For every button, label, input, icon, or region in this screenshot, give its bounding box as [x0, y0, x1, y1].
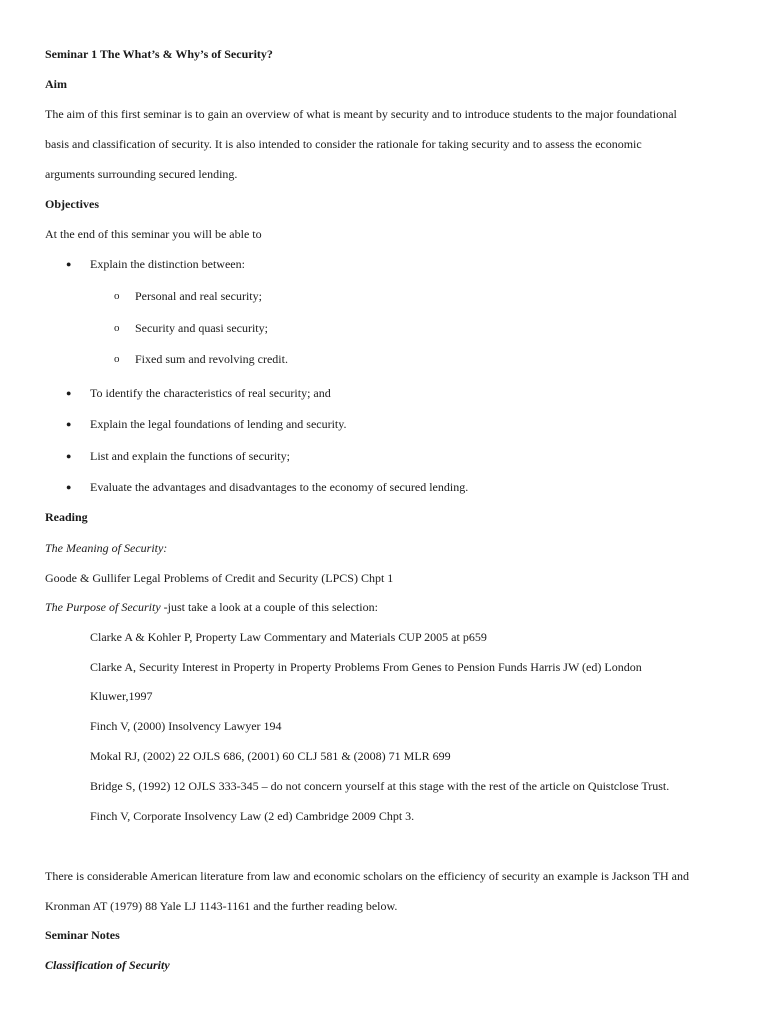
- sub-bullet-marker: o: [114, 353, 120, 365]
- objective-item-3: Explain the legal foundations of lending and security.: [90, 417, 347, 431]
- american-literature-line-1: There is considerable American literature from law and economic scholars on the efficiency of security an example is Jackson TH and: [45, 869, 689, 883]
- seminar-notes-heading: Seminar Notes: [45, 928, 120, 942]
- objective-item-5: Evaluate the advantages and disadvantages to the economy of secured lending.: [90, 480, 469, 494]
- sub-bullet-marker: o: [114, 290, 120, 302]
- sub-bullet-marker: o: [114, 322, 120, 334]
- objective-subitem-2: Security and quasi security;: [135, 321, 268, 335]
- reference-item: Finch V, (2000) Insolvency Lawyer 194: [90, 719, 282, 733]
- objectives-intro: At the end of this seminar you will be able to: [45, 227, 262, 241]
- bullet-marker: ●: [66, 259, 72, 269]
- reference-item: Kluwer,1997: [90, 689, 153, 703]
- page-title: Seminar 1 The What’s & Why’s of Security?: [45, 47, 273, 61]
- bullet-marker: ●: [66, 451, 72, 461]
- purpose-note: -just take a look at a couple of this selection:: [160, 600, 378, 614]
- objective-item-1: Explain the distinction between:: [90, 257, 245, 271]
- reference-item: Clarke A & Kohler P, Property Law Commentary and Materials CUP 2005 at p659: [90, 630, 487, 644]
- bullet-marker: ●: [66, 388, 72, 398]
- american-literature-line-2: Kronman AT (1979) 88 Yale LJ 1143-1161 and the further reading below.: [45, 899, 398, 913]
- meaning-reference: Goode & Gullifer Legal Problems of Credit and Security (LPCS) Chpt 1: [45, 571, 394, 585]
- aim-line-3: arguments surrounding secured lending.: [45, 167, 238, 181]
- bullet-marker: ●: [66, 482, 72, 492]
- meaning-heading: The Meaning of Security:: [45, 541, 168, 555]
- objective-subitem-1: Personal and real security;: [135, 289, 262, 303]
- objective-item-4: List and explain the functions of security;: [90, 449, 290, 463]
- reference-item: Finch V, Corporate Insolvency Law (2 ed) Cambridge 2009 Chpt 3.: [90, 809, 415, 823]
- bullet-marker: ●: [66, 419, 72, 429]
- purpose-heading: The Purpose of Security: [45, 600, 161, 614]
- reference-item: Mokal RJ, (2002) 22 OJLS 686, (2001) 60 CLJ 581 & (2008) 71 MLR 699: [90, 749, 451, 763]
- reference-item: Clarke A, Security Interest in Property in Property Problems From Genes to Pension Funds Harris JW (ed) London: [90, 660, 642, 674]
- objective-subitem-3: Fixed sum and revolving credit.: [135, 352, 288, 366]
- reference-item: Bridge S, (1992) 12 OJLS 333-345 – do not concern yourself at this stage with the rest of the article on Quistclose Trust.: [90, 779, 670, 793]
- objectives-heading: Objectives: [45, 197, 99, 211]
- reading-heading: Reading: [45, 510, 88, 524]
- purpose-line: [45, 600, 378, 615]
- aim-line-1: The aim of this first seminar is to gain an overview of what is meant by security and to introduce students to the major foundational: [45, 107, 677, 121]
- classification-heading: Classification of Security: [45, 958, 170, 972]
- aim-line-2: basis and classification of security. It is also intended to consider the rationale for taking security and to assess the economic: [45, 137, 642, 151]
- objective-item-2: To identify the characteristics of real security; and: [90, 386, 331, 400]
- aim-heading: Aim: [45, 77, 67, 91]
